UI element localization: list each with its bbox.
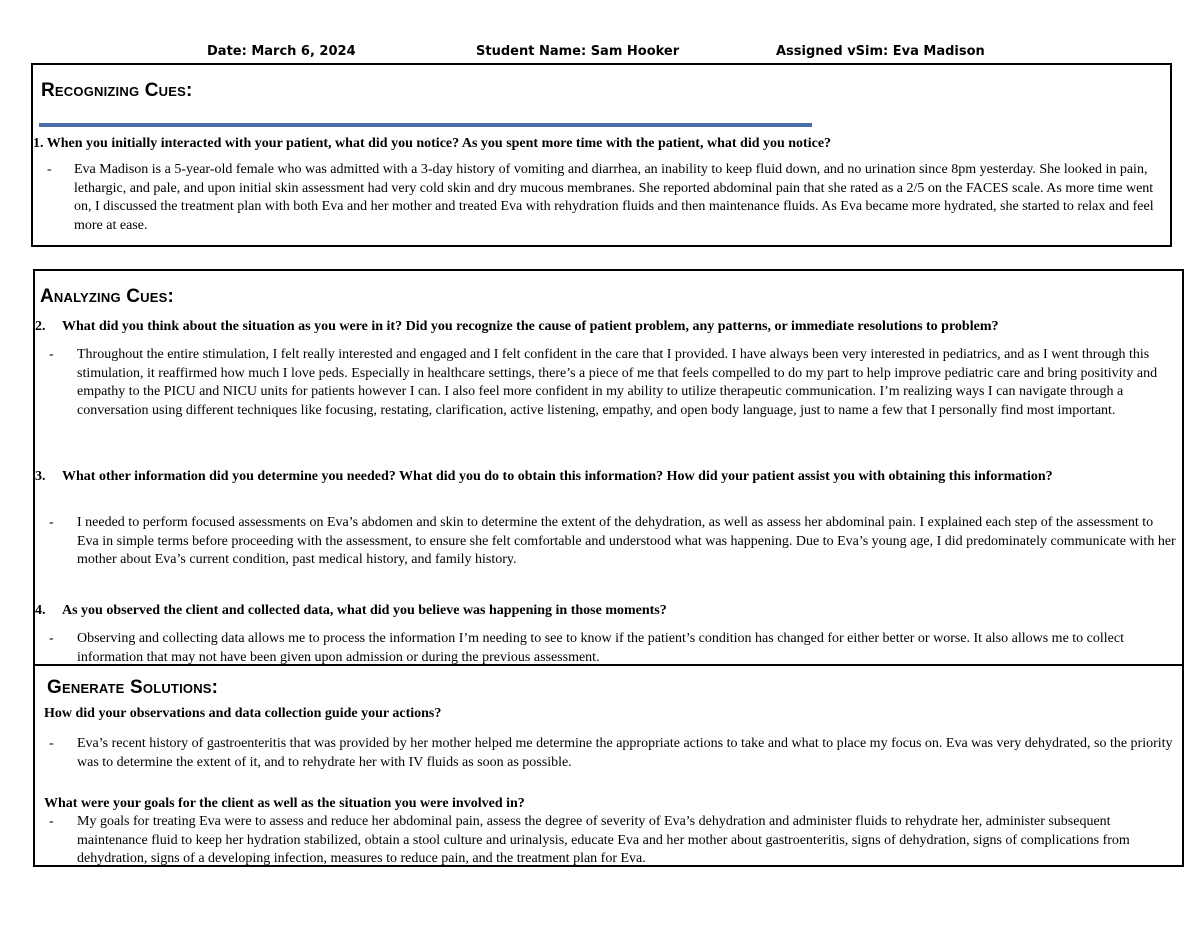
question-1: 1. When you initially interacted with your patient, what did you notice? As you spent more time with the patient, what did you notice? [33, 136, 832, 151]
analyzing-cues-section [33, 269, 1184, 666]
question-2 [35, 318, 1180, 336]
recognizing-cues-section [31, 63, 1172, 247]
answer-4: Observing and collecting data allows me to process the information I’m needing to see to know if the patient’s condition has changed for either better or worse. It also allows me to collect information that may not have been given upon admission or during the previous assessment. [77, 631, 1124, 665]
question-4 [35, 602, 1180, 620]
question-5: How did your observations and data collection guide your actions? [44, 706, 442, 721]
answer-6: My goals for treating Eva were to assess and reduce her abdominal pain, assess the degree of severity of Eva’s dehydration and administer fluids to rehydrate her, administer subsequent maintenance fluid to keep her hydration stabilized, obtain a stool culture and urinalysis, educate Eva and her mother about gastroenteritis, signs of dehydration, signs of complications from dehydration, signs of a developing infection, measures to reduce pain, and the treatment plan for Eva. [77, 814, 1130, 866]
question-2-text: What did you think about the situation as you were in it? Did you recognize the cause of patient problem, any patterns, or immediate resolutions to problem? [62, 319, 999, 334]
list-marker: - [47, 162, 52, 177]
accent-bar [39, 123, 812, 127]
generate-solutions-section [33, 664, 1184, 867]
student-name-label: Student Name: Sam Hooker [476, 44, 680, 59]
list-marker: - [49, 515, 54, 530]
answer-2: Throughout the entire stimulation, I felt really interested and engaged and I felt confident in the care that I provided. I have always been very interested in pediatrics, and as I went through this stimulation, it reaffirmed how much I love peds. Especially in healthcare settings, there’s a piece of me that feels compelled to do my part to help improve pediatric care and bring positivity and empathy to the PICU and NICU units for patients however I can. I also feel more confident in my ability to utilize therapeutic communication. I’m realizing ways I can navigate through a conversation using different techniques like focusing, restating, clarification, active listening, empathy, and open body language, just to name a few that I personally find most important. [77, 347, 1158, 418]
list-marker: - [49, 736, 54, 751]
question-3 [35, 468, 1180, 486]
assigned-vsim-label: Assigned vSim: Eva Madison [776, 44, 985, 59]
question-3-number: 3. [35, 469, 46, 484]
answer-5: Eva’s recent history of gastroenteritis that was provided by her mother helped me determine the appropriate actions to take and what to place my focus on. Eva was very dehydrated, so the priority was to determine the extent of it, and to rehydrate her with IV fluids as soon as possible. [77, 736, 1173, 770]
generate-solutions-title: Generate Solutions: [47, 677, 219, 698]
answer-3: I needed to perform focused assessments on Eva’s abdomen and skin to determine the extent of the dehydration, as well as assess her abdominal pain. I explained each step of the assessment to Eva in simple terms before proceeding with the assessment, to ensure she felt comfortable and understood what was happening. Due to Eva’s young age, I did predominately communicate with her mother about Eva’s current condition, past medical history, and family history. [77, 515, 1176, 567]
list-marker: - [49, 347, 54, 362]
question-6: What were your goals for the client as well as the situation you were involved in? [44, 796, 525, 811]
analyzing-cues-title: Analyzing Cues: [40, 286, 175, 307]
list-marker: - [49, 814, 54, 829]
question-4-number: 4. [35, 603, 46, 618]
list-marker: - [49, 631, 54, 646]
question-4-text: As you observed the client and collected data, what did you believe was happening in those moments? [62, 603, 667, 618]
answer-1: Eva Madison is a 5-year-old female who was admitted with a 3-day history of vomiting and diarrhea, an inability to keep fluid down, and no urination since 8pm yesterday. She looked in pain, lethargic, and pale, and upon initial skin assessment had very cold skin and dry mucous membranes. She reported abdominal pain that she rated as a 2/5 on the FACES scale. As more time went on, I discussed the treatment plan with both Eva and her mother and treated Eva with rehydration fluids and then maintenance fluids. As Eva became more hydrated, she started to relax and feel more at ease. [74, 162, 1154, 233]
question-3-text: What other information did you determine you needed? What did you do to obtain this information? How did your patient assist you with obtaining this information? [62, 469, 1053, 484]
recognizing-cues-title: Recognizing Cues: [41, 80, 193, 101]
date-label: Date: March 6, 2024 [207, 44, 356, 59]
question-2-number: 2. [35, 319, 46, 334]
